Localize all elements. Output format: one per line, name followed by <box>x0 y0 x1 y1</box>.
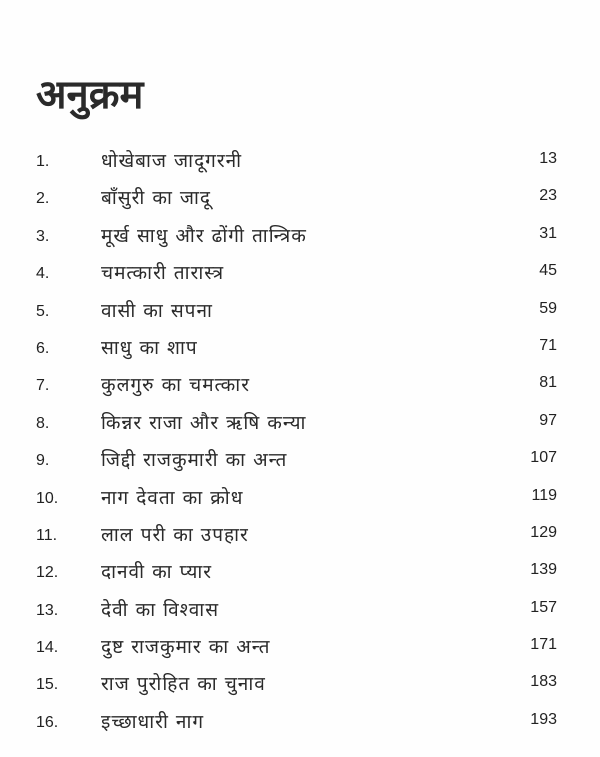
toc-entry <box>0 440 600 477</box>
toc-entry <box>0 627 600 664</box>
toc-entry-number: 16. <box>36 713 59 731</box>
toc-entry-page-number: 157 <box>530 598 557 616</box>
toc-entry-page-number: 81 <box>539 374 557 392</box>
toc-entry-page-number: 13 <box>539 150 557 167</box>
toc-entry-title: इच्छाधारी नाग <box>101 710 205 733</box>
toc-entry-number: 13. <box>36 601 59 619</box>
toc-entry <box>0 702 600 739</box>
toc-entry-number: 7. <box>36 377 50 395</box>
toc-entry-title: मूर्ख साधु और ढोंगी तान्त्रिक <box>101 224 307 247</box>
toc-entry-number: 9. <box>36 452 50 470</box>
toc-entry-number: 14. <box>36 639 59 657</box>
toc-entry-title: दानवी का प्यार <box>101 561 213 584</box>
toc-entry <box>0 515 600 552</box>
toc-entry-title: देवी का विश्वास <box>101 598 220 621</box>
toc-entry <box>0 328 600 365</box>
toc-entry-title: चमत्कारी तारास्त्र <box>101 262 225 285</box>
toc-entry-page-number: 119 <box>531 486 557 504</box>
toc-entry-number: 6. <box>36 339 50 357</box>
toc-entry-page-number: 31 <box>539 224 557 242</box>
table-of-contents <box>0 141 600 739</box>
toc-entry-number: 3. <box>36 227 50 245</box>
toc-entry-page-number: 193 <box>530 710 557 728</box>
toc-entry-number: 11. <box>36 526 58 544</box>
toc-entry-title: राज पुरोहित का चुनाव <box>101 673 266 696</box>
toc-entry-title: दुष्ट राजकुमार का अन्त <box>101 636 271 659</box>
toc-entry-number: 1. <box>36 153 50 170</box>
toc-entry-page-number: 107 <box>530 449 557 467</box>
toc-entry <box>0 403 600 440</box>
toc-entry-number: 2. <box>36 190 50 208</box>
toc-entry-page-number: 139 <box>530 561 557 579</box>
toc-entry-title: जिद्दी राजकुमारी का अन्त <box>101 449 288 472</box>
toc-entry <box>0 253 600 290</box>
toc-entry-title: साधु का शाप <box>101 336 198 359</box>
toc-entry-title: नाग देवता का क्रोध <box>101 486 244 509</box>
toc-entry <box>0 141 600 178</box>
toc-entry-title: धोखेबाज जादूगरनी <box>101 150 243 172</box>
toc-entry <box>0 178 600 215</box>
toc-entry-title: वासी का सपना <box>101 299 213 322</box>
page-title: अनुक्रम <box>36 71 144 118</box>
toc-entry-page-number: 171 <box>530 636 557 654</box>
toc-entry-title: किन्नर राजा और ऋषि कन्या <box>101 411 307 434</box>
toc-entry-page-number: 97 <box>539 411 557 429</box>
toc-entry <box>0 365 600 402</box>
toc-entry-number: 15. <box>36 676 59 694</box>
toc-entry <box>0 552 600 589</box>
toc-entry-page-number: 183 <box>530 673 557 691</box>
toc-entry-number: 4. <box>36 265 50 283</box>
toc-entry-page-number: 59 <box>539 299 557 317</box>
toc-entry-number: 5. <box>36 302 50 320</box>
toc-entry-title: बाँसुरी का जादू <box>101 187 212 210</box>
toc-entry <box>0 291 600 328</box>
toc-entry <box>0 590 600 627</box>
toc-entry-page-number: 45 <box>539 262 557 280</box>
toc-entry-page-number: 129 <box>530 523 557 541</box>
toc-entry-number: 8. <box>36 414 50 432</box>
toc-entry-title: कुलगुरु का चमत्कार <box>101 374 250 397</box>
toc-entry <box>0 478 600 515</box>
toc-entry-number: 10. <box>36 489 59 507</box>
toc-entry-page-number: 23 <box>539 187 557 205</box>
toc-entry-number: 12. <box>36 564 59 582</box>
toc-entry <box>0 216 600 253</box>
toc-entry <box>0 664 600 701</box>
toc-entry-page-number: 71 <box>539 336 557 354</box>
toc-entry-title: लाल परी का उपहार <box>101 523 249 546</box>
